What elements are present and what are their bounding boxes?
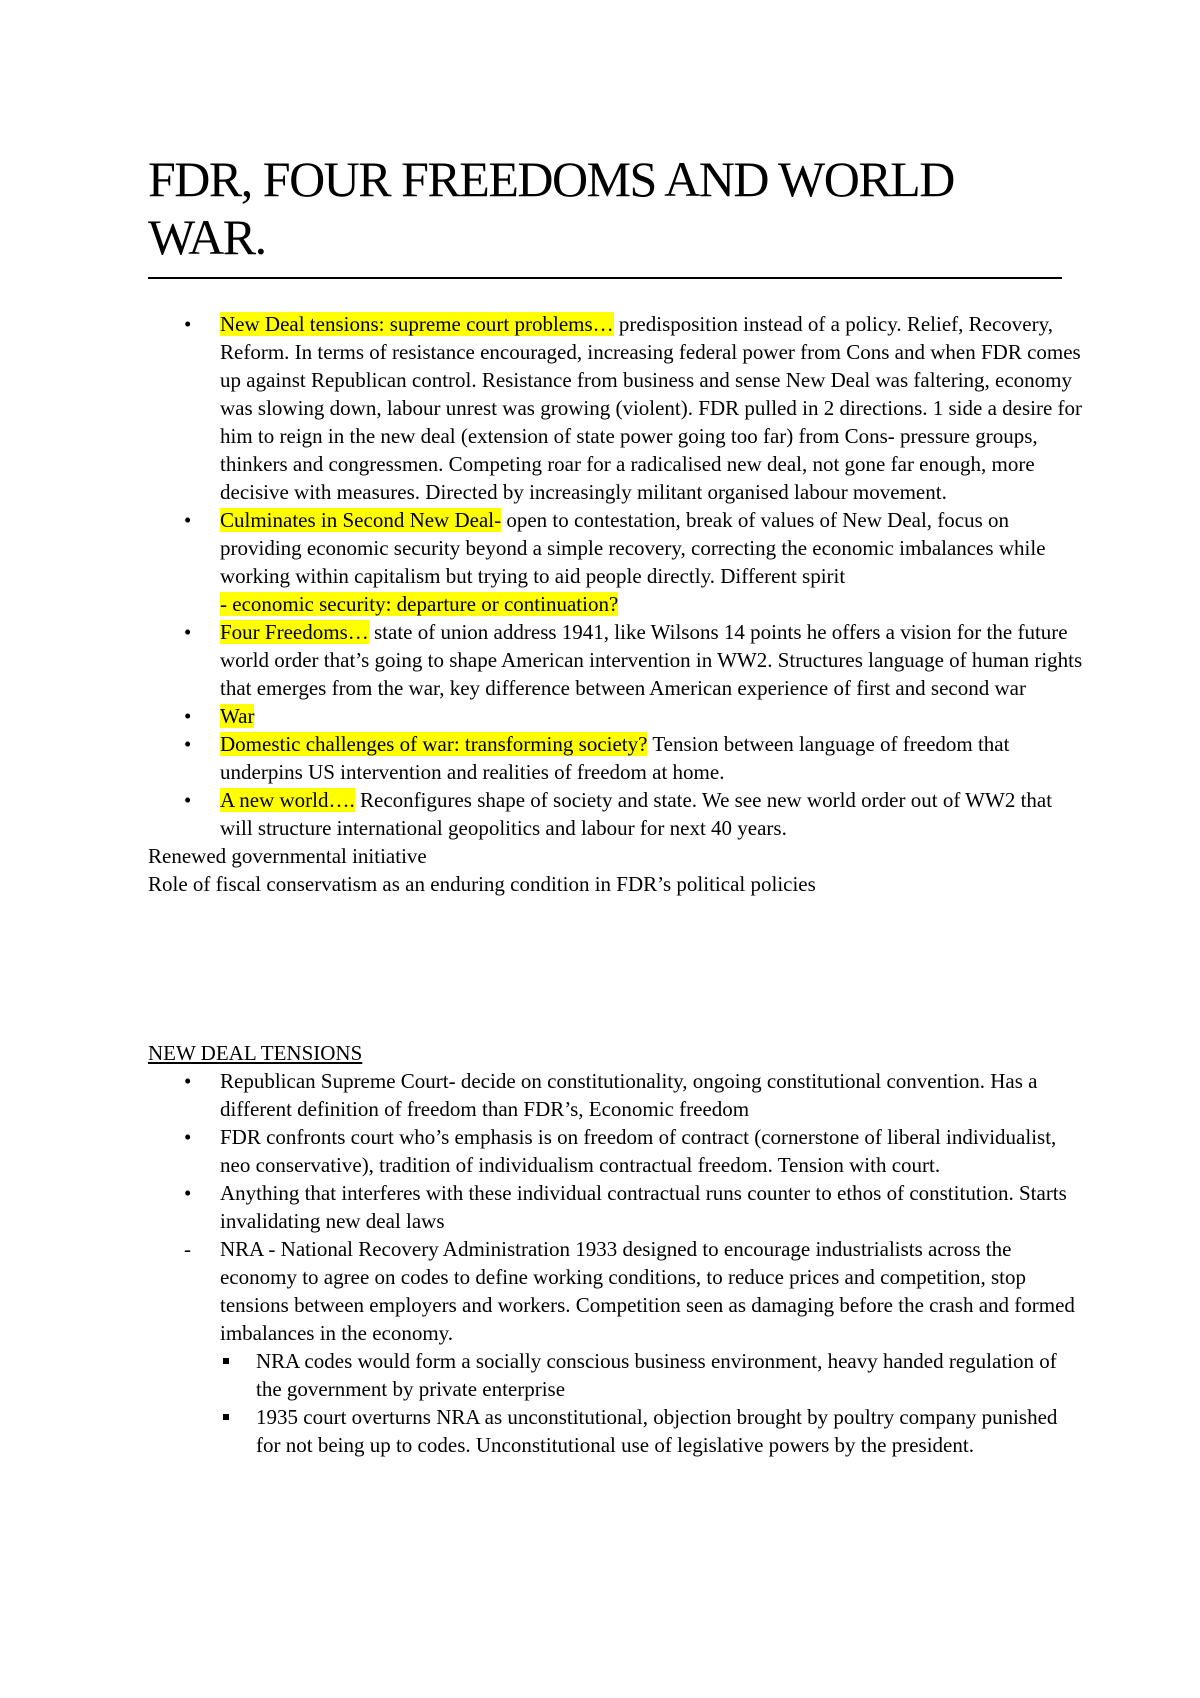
list-item (148, 786, 1083, 842)
dash-icon: - (184, 1237, 191, 1261)
item-text: NRA - National Recovery Administration 1933 designed to encourage industrialists across the economy to agree on codes to define working conditions, to reduce prices and competition, stop tensions between employers and workers. Competition seen as damaging before the crash and formed imbalances in the economy. (220, 1237, 1075, 1345)
highlighted-subline: - economic security: departure or continuation? (220, 592, 619, 616)
square-bullet-icon (223, 1414, 229, 1420)
sub-list (148, 1347, 1083, 1459)
item-text: open to contestation, break of values of New Deal, focus on providing economic security beyond a simple recovery, correcting the economic imbalances while working within capitalism but trying to aid people directly. Different spirit (220, 508, 1046, 588)
highlighted-phrase: A new world…. (220, 788, 355, 812)
bullet-icon: • (184, 788, 192, 812)
bullet-icon: • (184, 620, 192, 644)
list-item (148, 618, 1083, 702)
list-item (148, 1067, 1083, 1123)
paragraph-line: Role of fiscal conservatism as an enduring condition in FDR’s political policies (148, 872, 816, 896)
highlighted-phrase: Culminates in Second New Deal- (220, 508, 502, 532)
item-text: Anything that interferes with these individual contractual runs counter to ethos of constitution. Starts invalidating new deal laws (220, 1181, 1067, 1233)
bullet-icon: • (184, 1181, 192, 1205)
sub-list-item (148, 1347, 1083, 1403)
list-item (148, 1235, 1083, 1459)
sub-item-text: NRA codes would form a socially conscious business environment, heavy handed regulation of the government by private enterprise (256, 1349, 1057, 1401)
new-deal-tensions-section (148, 1039, 1083, 1459)
highlighted-phrase: New Deal tensions: supreme court problems… (220, 312, 614, 336)
sub-list-item (148, 1403, 1083, 1459)
section-heading: NEW DEAL TENSIONS (148, 1041, 363, 1065)
item-text: Republican Supreme Court- decide on constitutionality, ongoing constitutional convention. Has a different definition of freedom than FDR’s, Economic freedom (220, 1069, 1038, 1121)
list-item (148, 702, 1083, 730)
square-bullet-icon (223, 1358, 229, 1364)
bullet-icon: • (184, 732, 192, 756)
item-text: FDR confronts court who’s emphasis is on freedom of contract (cornerstone of liberal individualist, neo conservative), tradition of individualism contractual freedom. Tension with court. (220, 1125, 1057, 1177)
intro-bullet-list (148, 310, 1083, 842)
sub-item-text: 1935 court overturns NRA as unconstitutional, objection brought by poultry company punished for not being up to codes. Unconstitutional use of legislative powers by the president. (256, 1405, 1058, 1457)
bullet-icon: • (184, 1069, 192, 1093)
list-item (148, 730, 1083, 786)
tensions-bullet-list (148, 1067, 1083, 1459)
item-text: predisposition instead of a policy. Relief, Recovery, Reform. In terms of resistance encouraged, increasing federal power from Cons and when FDR comes up against Republican control. Resistance from business and sense New Deal was faltering, economy was slowing down, labour unrest was growing (violent). FDR pulled in 2 directions. 1 side a desire for him to reign in the new deal (extension of state power going too far) from Cons- pressure groups, thinkers and congressmen. Competing roar for a radicalised new deal, not gone far enough, more decisive with measures. Directed by increasingly militant organised labour movement. (220, 312, 1083, 504)
bullet-icon: • (184, 704, 192, 728)
list-item (148, 1179, 1083, 1235)
item-text: state of union address 1941, like Wilsons 14 points he offers a vision for the future world order that’s going to shape American intervention in WW2. Structures language of human rights that emerges from the war, key difference between American experience of first and second war (220, 620, 1083, 700)
list-item (148, 1123, 1083, 1179)
highlighted-phrase: War (220, 704, 255, 728)
page-title: FDR, FOUR FREEDOMS AND WORLD WAR. (148, 151, 954, 265)
title-underline-rule (148, 277, 1062, 279)
paragraph-line: Renewed governmental initiative (148, 844, 427, 868)
bullet-icon: • (184, 312, 192, 336)
list-item (148, 310, 1083, 506)
item-text: Reconfigures shape of society and state. We see new world order out of WW2 that will structure international geopolitics and labour for next 40 years. (220, 788, 1053, 840)
highlighted-phrase: Four Freedoms… (220, 620, 369, 644)
bullet-icon: • (184, 1125, 192, 1149)
intro-section (148, 310, 1083, 898)
item-text: Tension between language of freedom that underpins US intervention and realities of freedom at home. (220, 732, 1010, 784)
highlighted-phrase: Domestic challenges of war: transforming society? (220, 732, 648, 756)
bullet-icon: • (184, 508, 192, 532)
list-item (148, 506, 1083, 618)
